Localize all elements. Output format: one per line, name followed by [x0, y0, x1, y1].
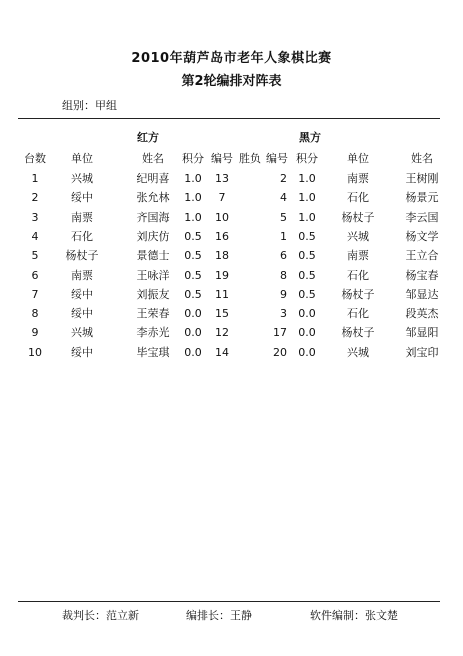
cell-red-score: 0.0 — [184, 326, 202, 339]
cell-black-unit: 杨杖子 — [341, 288, 375, 301]
footer-arranger — [186, 607, 252, 623]
cell-red-score: 1.0 — [184, 191, 202, 204]
cell-red-unit: 绥中 — [71, 191, 93, 204]
cell-black-unit: 南票 — [347, 249, 369, 262]
cell-black-name: 王立合 — [405, 249, 439, 262]
cell-red-unit: 杨杖子 — [65, 249, 99, 262]
cell-red-no: 18 — [215, 249, 229, 262]
footer-software — [310, 607, 398, 623]
cell-red-unit: 绥中 — [71, 346, 93, 359]
cell-black-no: 6 — [280, 249, 287, 262]
cell-black-name: 杨景元 — [405, 191, 439, 204]
cell-red-score: 0.5 — [184, 288, 202, 301]
cell-red-no: 15 — [215, 307, 229, 320]
cell-red-score: 0.5 — [184, 230, 202, 243]
cell-black-score: 0.5 — [298, 249, 316, 262]
cell-black-name: 李云国 — [405, 211, 439, 224]
cell-red-name: 刘庆仿 — [136, 230, 170, 243]
cell-black-unit: 石化 — [347, 269, 369, 282]
cell-black-no: 2 — [280, 172, 287, 185]
header-red-score: 积分 — [182, 152, 204, 165]
header-result: 胜负 — [239, 152, 261, 165]
cell-table: 2 — [31, 191, 39, 204]
cell-red-name: 王咏洋 — [136, 269, 170, 282]
cell-red-name: 李赤光 — [136, 326, 170, 339]
cell-table: 10 — [28, 346, 42, 359]
cell-red-unit: 石化 — [71, 230, 93, 243]
cell-red-name: 刘振友 — [136, 288, 170, 301]
top-rule — [18, 118, 440, 119]
header-black-no: 编号 — [266, 152, 288, 165]
cell-table: 3 — [31, 211, 39, 224]
cell-red-unit: 兴城 — [71, 326, 93, 339]
group-label: 组别： — [62, 99, 95, 112]
cell-black-name: 杨文学 — [405, 230, 439, 243]
footer-referee — [62, 607, 139, 623]
cell-red-score: 1.0 — [184, 211, 202, 224]
black-side-heading: 黑方 — [299, 131, 321, 144]
header-red-name: 姓名 — [142, 152, 164, 165]
cell-red-no: 12 — [215, 326, 229, 339]
cell-black-no: 5 — [280, 211, 287, 224]
cell-red-name: 景德士 — [136, 249, 170, 262]
cell-red-no: 16 — [215, 230, 229, 243]
cell-black-no: 3 — [280, 307, 287, 320]
cell-red-no: 19 — [215, 269, 229, 282]
cell-table: 6 — [31, 269, 39, 282]
cell-black-name: 邹显达 — [405, 288, 439, 301]
cell-red-name: 王荣春 — [136, 307, 170, 320]
cell-red-name: 纪明喜 — [136, 172, 170, 185]
cell-red-score: 0.5 — [184, 269, 202, 282]
cell-black-unit: 兴城 — [347, 230, 369, 243]
header-black-name: 姓名 — [411, 152, 433, 165]
cell-red-score: 1.0 — [184, 172, 202, 185]
cell-table: 9 — [31, 326, 39, 339]
cell-black-no: 20 — [273, 346, 287, 359]
cell-red-no: 14 — [215, 346, 229, 359]
header-table: 台数 — [24, 152, 46, 165]
cell-red-unit: 绥中 — [71, 307, 93, 320]
header-black-unit: 单位 — [347, 152, 369, 165]
cell-black-score: 0.0 — [298, 326, 316, 339]
cell-red-no: 11 — [215, 288, 229, 301]
referee-name: 范立新 — [106, 609, 139, 622]
referee-label: 裁判长： — [62, 609, 106, 622]
cell-black-no: 4 — [280, 191, 287, 204]
page-title: 2010年葫芦岛市老年人象棋比赛 — [131, 51, 332, 66]
cell-table: 1 — [31, 172, 39, 185]
cell-black-name: 杨宝春 — [405, 269, 439, 282]
software-label: 软件编制： — [310, 609, 365, 622]
header-red-no: 编号 — [211, 152, 233, 165]
cell-black-no: 1 — [280, 230, 287, 243]
cell-red-name: 齐国海 — [136, 211, 170, 224]
cell-red-unit: 南票 — [71, 211, 93, 224]
cell-black-unit: 石化 — [347, 191, 369, 204]
group-value: 甲组 — [95, 99, 117, 112]
software-name: 张文楚 — [365, 609, 398, 622]
cell-black-name: 王树刚 — [405, 172, 439, 185]
cell-black-name: 刘宝印 — [405, 346, 439, 359]
cell-table: 7 — [31, 288, 39, 301]
cell-red-unit: 绥中 — [71, 288, 93, 301]
cell-black-score: 1.0 — [298, 211, 316, 224]
cell-black-score: 1.0 — [298, 172, 316, 185]
cell-black-name: 邹显阳 — [405, 326, 439, 339]
cell-black-unit: 杨杖子 — [341, 326, 375, 339]
cell-table: 4 — [31, 230, 39, 243]
cell-black-score: 0.0 — [298, 346, 316, 359]
bottom-rule — [18, 601, 440, 602]
cell-red-no: 13 — [215, 172, 229, 185]
cell-red-name: 张允林 — [136, 191, 170, 204]
cell-red-unit: 南票 — [71, 269, 93, 282]
cell-black-score: 0.5 — [298, 230, 316, 243]
cell-black-unit: 南票 — [347, 172, 369, 185]
cell-black-unit: 石化 — [347, 307, 369, 320]
red-side-heading: 红方 — [137, 131, 159, 144]
cell-black-no: 8 — [280, 269, 287, 282]
cell-black-name: 段英杰 — [405, 307, 439, 320]
cell-red-no: 10 — [215, 211, 229, 224]
cell-red-no: 7 — [218, 191, 226, 204]
arranger-label: 编排长： — [186, 609, 230, 622]
cell-red-score: 0.5 — [184, 249, 202, 262]
page-subtitle: 第2轮编排对阵表 — [181, 74, 282, 89]
cell-black-score: 0.5 — [298, 269, 316, 282]
cell-black-unit: 杨杖子 — [341, 211, 375, 224]
cell-red-score: 0.0 — [184, 346, 202, 359]
cell-red-unit: 兴城 — [71, 172, 93, 185]
cell-black-unit: 兴城 — [347, 346, 369, 359]
cell-black-score: 0.5 — [298, 288, 316, 301]
arranger-name: 王静 — [230, 609, 252, 622]
group-line — [62, 97, 117, 113]
header-red-unit: 单位 — [71, 152, 93, 165]
cell-black-no: 17 — [273, 326, 287, 339]
cell-black-no: 9 — [280, 288, 287, 301]
cell-black-score: 1.0 — [298, 191, 316, 204]
cell-table: 8 — [31, 307, 39, 320]
cell-red-name: 毕宝琪 — [136, 346, 170, 359]
header-black-score: 积分 — [296, 152, 318, 165]
cell-black-score: 0.0 — [298, 307, 316, 320]
cell-table: 5 — [31, 249, 39, 262]
cell-red-score: 0.0 — [184, 307, 202, 320]
